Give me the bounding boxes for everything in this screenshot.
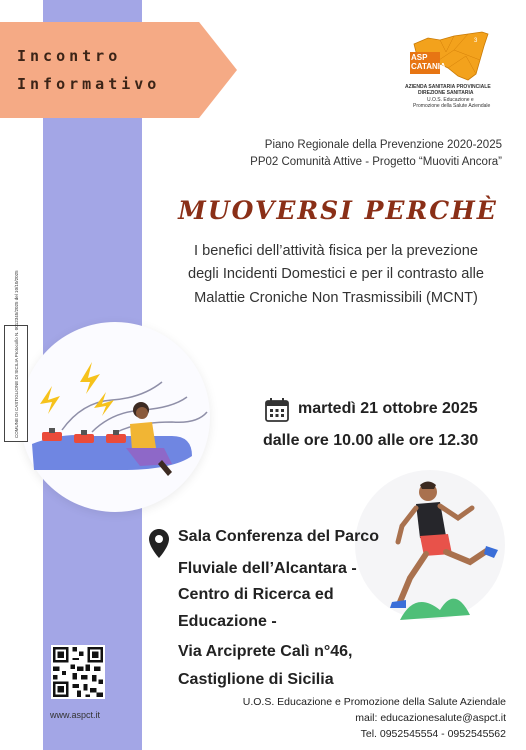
location-line-5: Via Arciprete Calì n°46, xyxy=(178,643,353,660)
event-title: MUOVERSI PERCHÈ xyxy=(178,196,498,225)
energy-illustration xyxy=(22,352,212,492)
contact-email[interactable]: mail: educazionesalute@aspct.it xyxy=(355,712,506,724)
event-date: martedì 21 ottobre 2025 xyxy=(298,400,478,417)
logo-caption-3: U.O.S. Educazione e xyxy=(427,97,474,103)
website-link[interactable]: www.aspct.it xyxy=(50,710,101,720)
location-line-4: Educazione - xyxy=(178,613,277,630)
location-line-3: Centro di Ricerca ed xyxy=(178,586,334,603)
location-line-6: Castiglione di Sicilia xyxy=(178,671,334,688)
svg-text:3: 3 xyxy=(474,38,478,44)
logo-caption-1: AZIENDA SANITARIA PROVINCIALE xyxy=(405,84,491,90)
contact-department: U.O.S. Educazione e Promozione della Salute Aziendale xyxy=(242,696,506,708)
program-line-1: Piano Regionale della Prevenzione 2020-2025 xyxy=(264,139,502,151)
description-line-1: I benefici dell’attività fisica per la prevezione xyxy=(194,243,478,259)
banner-line-1: Incontro xyxy=(17,47,122,65)
event-time: dalle ore 10.00 alle ore 12.30 xyxy=(263,432,479,449)
location-line-1: Sala Conferenza del Parco xyxy=(178,528,379,545)
location-pin-icon xyxy=(148,528,170,560)
location-line-2: Fluviale dell’Alcantara - xyxy=(178,560,357,577)
program-line-2: PP02 Comunità Attive - Progetto “Muoviti Ancora” xyxy=(250,156,502,168)
banner-line-2: Informativo xyxy=(17,75,161,93)
logo-caption-4: Promozione della Salute Aziendale xyxy=(413,103,491,109)
stamp-text: COMUNE DI CASTIGLIONE DI SICILIA Protocollo N. 0012345/2025 del 10/10/2025 xyxy=(14,270,19,438)
logo-badge-line-2: CATANIA xyxy=(411,62,446,71)
logo-caption-2: DIREZIONE SANITARIA xyxy=(418,90,474,96)
description-line-2: degli Incidenti Domestici e per il contrasto alle xyxy=(187,266,485,282)
logo-badge xyxy=(411,53,446,71)
calendar-icon xyxy=(264,397,290,423)
qr-code[interactable] xyxy=(51,645,105,699)
protocol-stamp xyxy=(4,270,28,442)
description-line-3: Malattie Croniche Non Trasmissibili (MCNT) xyxy=(194,290,478,306)
contact-phone: Tel. 0952545554 - 0952545562 xyxy=(360,728,506,740)
logo-badge-line-1: ASP xyxy=(411,53,428,62)
runner-illustration xyxy=(360,470,505,625)
event-type-banner xyxy=(0,22,237,118)
